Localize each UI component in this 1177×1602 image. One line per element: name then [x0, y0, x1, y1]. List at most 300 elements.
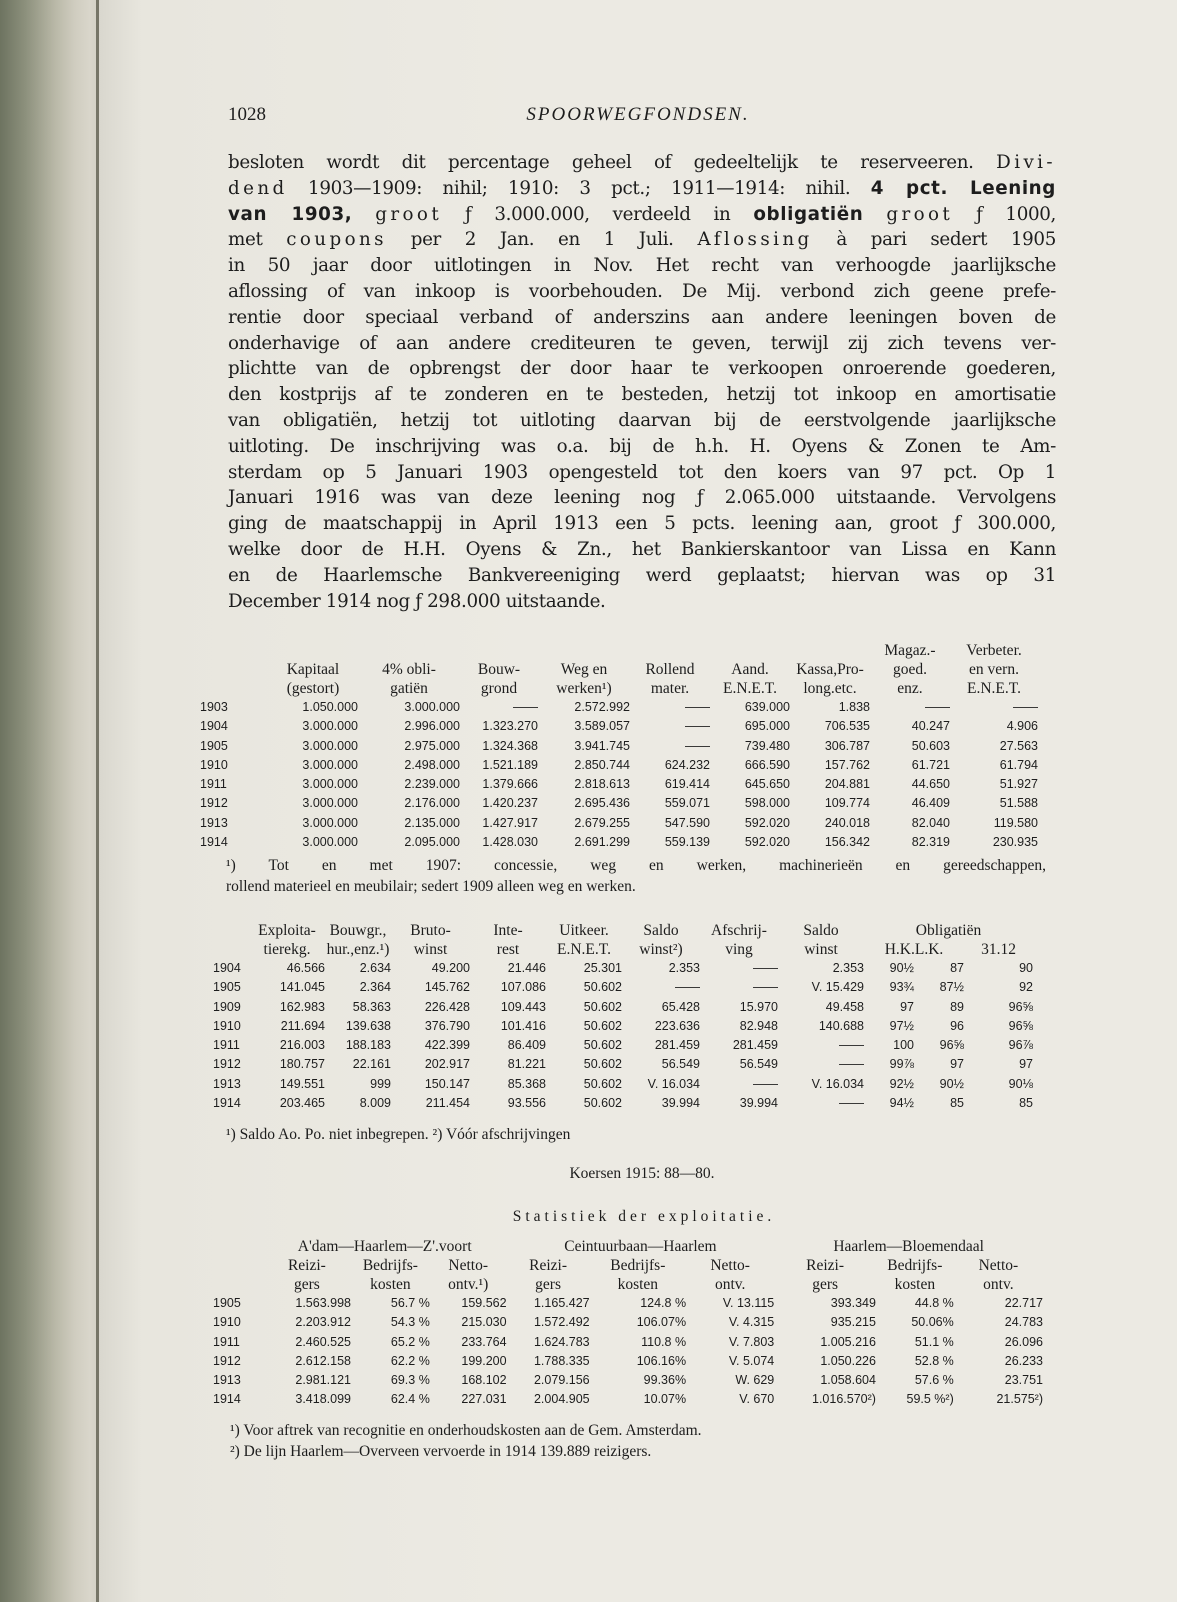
text-segment: 4 pct. Leening: [870, 177, 1056, 199]
table-cell: 1.624.783: [533, 1334, 590, 1349]
group-header: Haarlem—Bloemendaal: [833, 1238, 984, 1255]
table-cell: 2.975.000: [404, 738, 460, 753]
capital-table: [200, 641, 1038, 852]
table-cell: 1.324.368: [482, 738, 538, 753]
table-cell: 2.353: [832, 961, 864, 975]
table-cell: 27.563: [999, 738, 1038, 753]
table-cell: 23.751: [1004, 1373, 1043, 1388]
table-cell: 547.590: [664, 815, 710, 830]
table-cell: 44.8 %: [914, 1296, 954, 1310]
table-cell: 99.36%: [643, 1373, 687, 1388]
column-header: E.N.E.T.: [557, 941, 611, 958]
year-cell: 1913: [213, 1076, 241, 1091]
table-cell: 96⅝: [1008, 999, 1033, 1014]
table-cell: 93¾: [889, 980, 914, 995]
table-cell: 1.050.226: [820, 1353, 876, 1368]
body-text: [228, 150, 1056, 614]
text-segment: welke door de H.H. Oyens & Zn., het Bankierskantoor van Lissa en Kann: [228, 538, 1056, 560]
table-cell: 50.602: [583, 1057, 622, 1072]
table-row: [213, 1017, 1033, 1036]
column-header: mater.: [650, 680, 690, 697]
table-cell: 90½: [939, 1076, 964, 1091]
table-cell: ——: [839, 1057, 864, 1072]
text-line: [228, 460, 1056, 486]
table-cell: ——: [925, 700, 950, 714]
table-cell: 4.906: [1006, 719, 1038, 734]
table-cell: 1.427.917: [482, 815, 538, 830]
table-cell: 21.446: [507, 961, 546, 975]
table-cell: 90⅛: [1008, 1076, 1033, 1091]
text-line: [228, 279, 1056, 305]
text-line: [228, 485, 1056, 511]
column-header: ontv.: [983, 1276, 1014, 1293]
table-cell: 1.379.666: [482, 777, 538, 792]
column-header: ontv.¹): [448, 1276, 489, 1293]
year-cell: 1914: [200, 835, 228, 850]
table-cell: ——: [753, 961, 778, 975]
text-line: [228, 253, 1056, 279]
text-line: [228, 511, 1056, 537]
table-cell: 85.368: [507, 1076, 546, 1091]
table-cell: 1.788.335: [533, 1353, 590, 1368]
table-cell: 51.588: [999, 796, 1038, 811]
column-header: Bouwgr.,: [329, 922, 387, 939]
column-header: kosten: [370, 1276, 411, 1293]
table-cell: 87: [950, 961, 964, 975]
table-cell: 422.399: [424, 1038, 470, 1053]
table-row: [213, 978, 1033, 997]
table-cell: 62.4 %: [390, 1392, 430, 1407]
year-cell: 1905: [213, 1296, 241, 1310]
table-cell: 3.000.000: [404, 700, 460, 714]
text-segment: à pari sedert 1905: [812, 229, 1056, 251]
table-cell: 2.612.158: [295, 1353, 351, 1368]
exploitation-table-footnote: ¹) Saldo Ao. Po. niet inbegrepen. ²) Vóór afschrijvingen: [226, 1126, 571, 1143]
column-header: Obligatiën: [915, 922, 982, 939]
table-cell: 15.970: [739, 999, 778, 1014]
table-cell: ——: [753, 1076, 778, 1091]
table-cell: 203.465: [279, 1096, 325, 1111]
table-cell: 26.233: [1004, 1353, 1043, 1368]
table-cell: 81.221: [507, 1057, 546, 1072]
text-segment: onderhavige of aan andere crediteuren te geven, terwijl zij zich tevens ver-: [228, 332, 1056, 354]
table-cell: 58.363: [352, 999, 391, 1014]
table-cell: V. 13.115: [722, 1296, 775, 1310]
text-line: [228, 589, 1056, 615]
header-row: [213, 940, 1033, 959]
table-cell: 85: [1019, 1096, 1033, 1111]
table-cell: 3.000.000: [302, 815, 358, 830]
text-segment: plichtte van de opbrengst der door haar te verkoopen onroerende goederen,: [228, 358, 1056, 380]
table-cell: 51.1 %: [914, 1334, 954, 1349]
table-cell: 87½: [939, 980, 964, 995]
text-line: [228, 176, 1056, 202]
column-header: goed.: [892, 661, 927, 678]
table-cell: 8.009: [359, 1096, 391, 1111]
table-cell: 106.16%: [636, 1353, 687, 1368]
text-line: [228, 305, 1056, 331]
table-cell: 99⅞: [889, 1057, 914, 1072]
table-cell: 57.6 %: [914, 1373, 954, 1388]
column-header: Netto-: [448, 1257, 489, 1274]
table-row: [213, 998, 1033, 1017]
table-cell: 2.695.436: [574, 796, 630, 811]
table-row: [200, 737, 1038, 756]
text-segment: van obligatiën, hetzij tot uitloting daarvan bij de eerstvolgende jaarlijksche: [228, 409, 1056, 431]
text-segment: ging de maatschappij in April 1913 een 5 pcts. leening aan, groot ƒ 300.000,: [228, 513, 1056, 535]
capital-table-footnote: [226, 855, 1046, 897]
table-row: [200, 775, 1038, 794]
table-cell: ——: [839, 1096, 864, 1111]
column-header: Weg en: [560, 661, 608, 678]
table-cell: 150.147: [424, 1076, 470, 1091]
table-row: [200, 717, 1038, 736]
table-cell: 97: [1019, 1057, 1033, 1072]
table-cell: 226.428: [424, 999, 470, 1014]
table-cell: ——: [685, 738, 710, 753]
text-segment: uitloting. De inschrijving was o.a. bij de h.h. H. Oyens & Zonen te Am-: [228, 435, 1056, 457]
table-cell: 49.458: [825, 999, 864, 1014]
table-cell: V. 16.034: [647, 1076, 700, 1091]
year-cell: 1911: [200, 777, 227, 792]
table-cell: 119.580: [993, 815, 1038, 830]
table-cell: 97: [900, 999, 914, 1014]
table-cell: 40.247: [911, 719, 950, 734]
header-row: [200, 660, 1038, 679]
column-header: Afschrij-: [711, 922, 767, 939]
column-header: (gestort): [286, 680, 340, 697]
table-cell: 50.603: [911, 738, 950, 753]
exploitation-table: [213, 921, 1033, 1113]
table-cell: V. 15.429: [811, 980, 864, 995]
column-header: ontv.: [714, 1276, 746, 1293]
footnote-line: ²) De lijn Haarlem—Overveen vervoerde in 1914 139.889 reizigers.: [230, 1443, 652, 1460]
footnote-line: rollend materieel en meubilair; sedert 1909 alleen weg en werken.: [226, 878, 636, 895]
table-cell: 639.000: [744, 700, 790, 714]
column-header: gers: [535, 1276, 561, 1293]
column-header: Verbeter.: [966, 642, 1022, 659]
table-cell: 559.139: [664, 835, 710, 850]
column-header: [213, 1275, 263, 1294]
table-cell: 59.5 %²): [906, 1392, 954, 1407]
table-cell: 2.176.000: [404, 796, 460, 811]
table-cell: 92: [1019, 980, 1033, 995]
table-cell: 89: [950, 999, 964, 1014]
table-cell: 107.086: [500, 980, 546, 995]
table-cell: 3.000.000: [302, 738, 358, 753]
header-row: [200, 679, 1038, 698]
table-cell: ——: [1013, 700, 1038, 714]
column-header: tierekg.: [263, 941, 311, 958]
table-cell: 216.003: [279, 1038, 325, 1053]
column-header: werken¹): [556, 680, 612, 697]
text-segment: den kostprijs af te zonderen en te besteden, hetzij tot inkoop en amortisatie: [228, 384, 1056, 406]
text-line: [228, 227, 1056, 253]
table-cell: 2.004.905: [533, 1392, 590, 1407]
table-cell: 211.454: [425, 1096, 470, 1111]
table-row: [213, 1036, 1033, 1055]
column-header: Aand.: [731, 661, 769, 678]
table-cell: 215.030: [461, 1315, 507, 1330]
table-cell: 56.549: [739, 1057, 778, 1072]
table-cell: 39.994: [739, 1096, 778, 1111]
table-cell: 695.000: [744, 719, 790, 734]
table-cell: ——: [513, 700, 538, 714]
table-cell: 227.031: [461, 1392, 507, 1407]
table-cell: 93.556: [507, 1096, 546, 1111]
table-cell: 25.301: [583, 961, 622, 975]
table-cell: 109.443: [500, 999, 546, 1014]
column-header: hur.,enz.¹): [326, 941, 390, 958]
year-cell: 1912: [213, 1057, 241, 1072]
column-header: rest: [496, 941, 520, 958]
table-row: [213, 1094, 1033, 1113]
table-cell: 157.762: [824, 757, 870, 772]
table-cell: ——: [839, 1038, 864, 1053]
table-cell: 96⅝: [939, 1038, 964, 1053]
column-header: Reizi-: [529, 1257, 568, 1274]
table-cell: 149.551: [279, 1076, 325, 1091]
table-cell: 82.040: [911, 815, 950, 830]
text-segment: December 1914 nog ƒ 298.000 uitstaande.: [228, 590, 606, 612]
table-cell: 101.416: [500, 1018, 546, 1033]
statistics-table-footnotes: [230, 1420, 702, 1462]
table-cell: 54.3 %: [390, 1315, 430, 1330]
table-cell: 619.414: [664, 777, 710, 792]
table-cell: 39.994: [661, 1096, 700, 1111]
year-cell: 1912: [200, 796, 228, 811]
table-cell: 2.996.000: [404, 719, 460, 734]
column-header: winst: [413, 941, 448, 958]
year-cell: 1913: [213, 1373, 241, 1388]
table-cell: 1.323.270: [482, 719, 538, 734]
table-cell: 1.420.237: [482, 796, 538, 811]
table-cell: 69.3 %: [390, 1373, 430, 1388]
table-cell: 22.717: [1004, 1296, 1043, 1310]
table-cell: 230.935: [992, 835, 1038, 850]
year-cell: 1911: [213, 1334, 240, 1349]
text-segment: sterdam op 5 Januari 1903 opengesteld tot den koers van 97 pct. Op 1: [228, 461, 1056, 483]
text-segment: groot: [375, 203, 443, 225]
table-cell: 97: [950, 1057, 964, 1072]
table-cell: 1.050.000: [302, 700, 358, 714]
text-segment: Divi-: [996, 152, 1056, 173]
table-cell: 393.349: [830, 1296, 876, 1310]
column-header: Rollend: [645, 661, 695, 678]
table-row: [200, 833, 1038, 852]
table-cell: V. 5.074: [728, 1353, 775, 1368]
table-cell: 50.602: [583, 1096, 622, 1111]
book-binding: [0, 0, 100, 1602]
year-cell: 1905: [213, 980, 241, 995]
table-cell: 2.203.912: [295, 1315, 351, 1330]
koersen-line: Koersen 1915: 88—80.: [569, 1165, 715, 1182]
table-cell: 935.215: [830, 1315, 876, 1330]
column-header: E.N.E.T.: [967, 680, 1021, 697]
text-line: [228, 434, 1056, 460]
column-header: enz.: [897, 680, 923, 697]
text-segment: van 1903,: [228, 203, 353, 225]
table-cell: 1.563.998: [295, 1296, 351, 1310]
text-line: [228, 202, 1056, 228]
table-cell: 90: [1019, 961, 1033, 975]
table-cell: 2.572.992: [574, 700, 630, 714]
text-segment: dend: [228, 177, 288, 199]
table-cell: 999: [370, 1076, 391, 1091]
table-cell: 56.549: [661, 1057, 700, 1072]
text-segment: per 2 Jan. en 1 Juli.: [386, 229, 698, 251]
table-cell: 100: [893, 1038, 914, 1053]
table-row: [200, 794, 1038, 813]
column-header: Magaz.-: [884, 642, 936, 659]
table-cell: 1.838: [838, 700, 870, 714]
table-cell: 10.07%: [643, 1392, 687, 1407]
year-cell: 1914: [213, 1096, 241, 1111]
table-cell: 52.8 %: [914, 1353, 954, 1368]
table-row: [213, 1055, 1033, 1074]
text-segment: ƒ 3.000.000, verdeeld in: [442, 203, 754, 225]
column-header: [213, 1256, 263, 1275]
column-header: gers: [293, 1276, 320, 1293]
table-cell: 24.783: [1004, 1315, 1043, 1330]
table-cell: 281.459: [732, 1038, 778, 1053]
footnote-line: ¹) Voor aftrek van recognitie en onderhoudskosten aan de Gem. Amsterdam.: [230, 1422, 702, 1439]
page-number: 1028: [228, 104, 266, 125]
table-cell: 376.790: [424, 1018, 470, 1033]
column-header: Uitkeer.: [559, 922, 609, 939]
table-cell: 624.232: [664, 757, 710, 772]
table-cell: 159.562: [461, 1296, 507, 1310]
table-cell: 202.917: [424, 1057, 470, 1072]
column-header: Kassa,Pro-: [796, 661, 864, 678]
table-row: [213, 1294, 1043, 1313]
year-cell: 1904: [200, 719, 228, 734]
table-cell: 3.418.099: [295, 1392, 351, 1407]
table-cell: 204.881: [824, 777, 870, 792]
table-cell: 3.000.000: [302, 796, 358, 811]
table-cell: 65.2 %: [390, 1334, 430, 1349]
table-cell: 96⅞: [1008, 1038, 1033, 1053]
table-cell: 46.566: [286, 961, 325, 975]
table-cell: 90½: [889, 961, 914, 975]
column-header: gers: [812, 1276, 839, 1293]
column-header: Bouw-: [477, 661, 521, 678]
text-line: [228, 563, 1056, 589]
table-cell: 2.095.000: [404, 835, 460, 850]
column-header: long.etc.: [803, 680, 857, 697]
table-cell: 2.679.255: [574, 815, 630, 830]
column-header: winst: [804, 941, 838, 958]
text-line: [228, 382, 1056, 408]
table-cell: W. 629: [735, 1373, 775, 1388]
group-header-row: [213, 1237, 1043, 1256]
table-row: [200, 814, 1038, 833]
table-cell: 706.535: [824, 719, 870, 734]
table-cell: 96⅝: [1008, 1018, 1033, 1033]
table-cell: 50.602: [583, 1038, 622, 1053]
column-header: 31.12: [981, 941, 1016, 958]
table-cell: 3.941.745: [574, 738, 630, 753]
table-cell: 22.161: [352, 1057, 391, 1072]
table-cell: 2.498.000: [404, 757, 460, 772]
table-cell: 49.200: [431, 961, 470, 975]
table-cell: 51.927: [999, 777, 1038, 792]
group-header: Ceintuurbaan—Haarlem: [564, 1238, 717, 1255]
table-cell: 109.774: [824, 796, 870, 811]
text-line: [228, 356, 1056, 382]
table-cell: 140.688: [818, 1018, 864, 1033]
table-cell: V. 16.034: [811, 1076, 864, 1091]
year-cell: 1910: [200, 757, 228, 772]
table-cell: 3.000.000: [302, 777, 358, 792]
table-cell: 2.135.000: [404, 815, 460, 830]
column-header: [213, 940, 249, 959]
table-cell: 65.428: [661, 999, 700, 1014]
year-cell: 1911: [213, 1038, 240, 1053]
running-header: [228, 104, 1048, 134]
table-cell: 592.020: [744, 815, 790, 830]
text-segment: en de Haarlemsche Bankvereeniging werd geplaatst; hiervan was op 31: [228, 564, 1056, 586]
header-row: [200, 641, 1038, 660]
text-segment: [352, 204, 375, 225]
table-cell: 1.005.216: [820, 1334, 876, 1349]
text-segment: met: [228, 229, 287, 251]
column-header: H.K.L.K.: [884, 941, 944, 958]
table-row: [213, 1371, 1043, 1390]
table-cell: 188.183: [345, 1038, 391, 1053]
table-cell: 2.079.156: [533, 1373, 590, 1388]
table-cell: 85: [950, 1096, 964, 1111]
table-cell: 240.018: [824, 815, 870, 830]
year-cell: 1905: [200, 738, 228, 753]
year-cell: 1910: [213, 1018, 241, 1033]
table-cell: 106.07%: [636, 1315, 687, 1330]
column-header: gatiën: [390, 680, 428, 697]
text-line: [228, 150, 1056, 176]
table-cell: 62.2 %: [390, 1353, 430, 1368]
column-header: winst²): [639, 941, 683, 958]
table-row: [213, 959, 1033, 978]
table-cell: 145.762: [424, 980, 470, 995]
statistics-table: [213, 1237, 1043, 1410]
table-cell: 156.342: [824, 835, 870, 850]
column-header: kosten: [894, 1276, 936, 1293]
table-cell: 559.071: [664, 796, 710, 811]
table-cell: 223.636: [654, 1018, 700, 1033]
column-header: ving: [725, 941, 753, 958]
column-header: Kapitaal: [286, 661, 340, 678]
table-cell: 50.602: [583, 980, 622, 995]
text-segment: coupons: [286, 229, 387, 251]
table-cell: 281.459: [654, 1038, 700, 1053]
group-header: A'dam—Haarlem—Z'.voort: [297, 1238, 472, 1255]
table-row: [213, 1352, 1043, 1371]
table-cell: 46.409: [911, 796, 950, 811]
table-cell: 1.165.427: [533, 1296, 590, 1310]
text-line: [228, 408, 1056, 434]
table-cell: 82.319: [911, 835, 950, 850]
text-segment: in 50 jaar door uitlotingen in Nov. Het recht van verhoogde jaarlijksche: [228, 255, 1056, 277]
table-cell: 61.721: [911, 757, 950, 772]
column-header: 4% obli-: [382, 661, 436, 678]
table-row: [213, 1390, 1043, 1409]
text-segment: Januari 1916 was van deze leening nog ƒ 2.065.000 uitstaande. Vervolgens: [228, 487, 1056, 509]
table-cell: 50.06%: [911, 1315, 954, 1330]
table-cell: 598.000: [744, 796, 790, 811]
column-header: [213, 921, 249, 940]
table-cell: 1.058.604: [820, 1373, 876, 1388]
column-header: en vern.: [969, 661, 1019, 678]
